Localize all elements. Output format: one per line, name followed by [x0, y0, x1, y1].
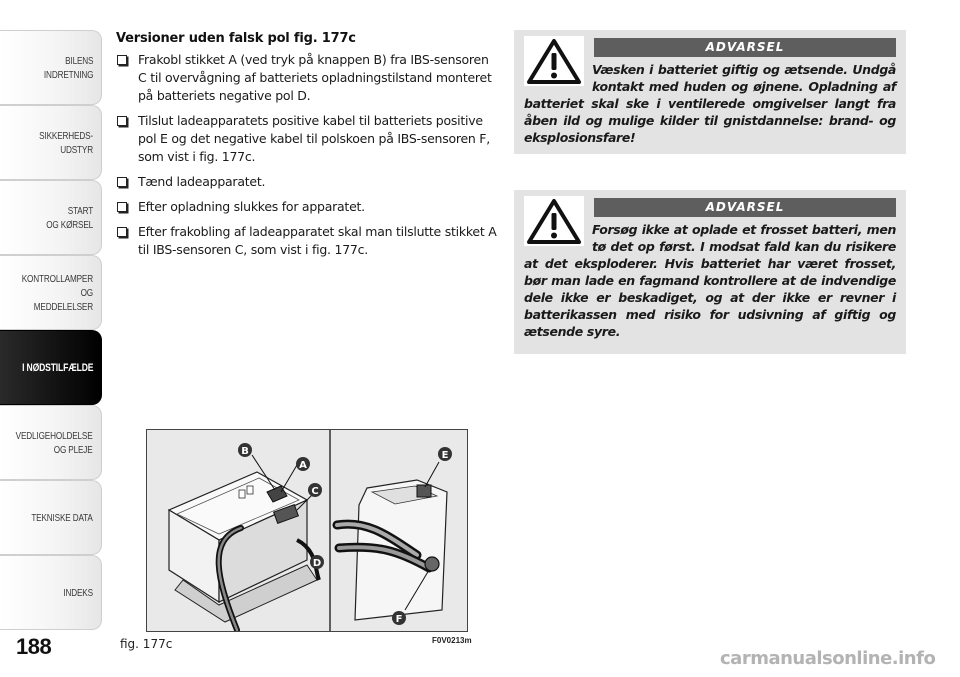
tab-indeks[interactable] — [0, 555, 102, 630]
warning-title: ADVARSEL — [594, 38, 896, 57]
callout-c — [308, 483, 322, 497]
page-number: 188 — [16, 634, 52, 659]
callout-a-label: A — [299, 460, 307, 471]
tab-label: I NØDSTILFÆLDE — [21, 361, 93, 374]
watermark: carmanualsonline.info — [720, 648, 936, 669]
warning-box — [514, 190, 906, 354]
callout-e-label: E — [441, 450, 449, 461]
figure-caption: fig. 177c — [120, 637, 173, 651]
warning-box — [514, 30, 906, 154]
instructions-section — [116, 30, 498, 259]
callout-f-label: F — [395, 614, 403, 625]
step-text: Efter opladning slukkes for apparatet. — [138, 199, 365, 214]
step-text: Efter frakobling af ladeapparatet skal man tilslutte stikket A til IBS-sensoren C, som vist i fig. 177c. — [138, 224, 497, 257]
figure-code: F0V0213m — [432, 636, 472, 645]
warning-triangle-icon — [524, 36, 584, 86]
tab-label: INDEKS — [63, 586, 93, 599]
step-item — [116, 51, 498, 105]
tab-label: SIKKERHEDS- UDSTYR — [39, 129, 93, 156]
checkbox-bullet-icon — [117, 55, 127, 65]
tab-label: VEDLIGEHOLDELSE OG PLEJE — [16, 429, 93, 456]
tab-bilens-indretning[interactable] — [0, 30, 102, 105]
tab-label: TEKNISKE DATA — [31, 511, 93, 524]
tab-tekniske-data[interactable] — [0, 480, 102, 555]
callout-d — [310, 555, 324, 569]
battery-figure — [146, 429, 468, 632]
step-text: Frakobl stikket A (ved tryk på knappen B) fra IBS-sensoren C til overvågning af batteriets opladningstilstand monteret på batteriets negative pol D. — [138, 52, 492, 103]
tab-label: BILENS INDRETNING — [43, 54, 93, 81]
tab-sikkerhedsudstyr[interactable] — [0, 105, 102, 180]
callout-a — [296, 457, 310, 471]
warning-text: Forsøg ikke at oplade et frosset batteri, men tø det op først. I modsat fald kan du risikere at det eksploderer. Hvis batteriet har været frosset, bør man lade en fagmand kontrollere at de indvendige dele ikke er beskadiget, og at der ikke er revner i batterikassen med risiko for udsivning af giftig og ætsende syre. — [524, 222, 896, 339]
callout-e — [438, 447, 452, 461]
tab-kontrollamper[interactable] — [0, 255, 102, 330]
warning-text: Væsken i batteriet giftig og ætsende. Undgå kontakt med huden og øjnene. Opladning af batteriet skal ske i ventilerede omgivelser langt fra åben ild og mulige kilder til gnistdannelse: brand- og eksplosionsfare! — [524, 62, 896, 145]
checkbox-bullet-icon — [117, 177, 127, 187]
callout-f — [392, 611, 406, 625]
warning-triangle-icon — [524, 196, 584, 246]
step-item — [116, 198, 498, 216]
tab-label: START OG KØRSEL — [46, 204, 93, 231]
step-item — [116, 173, 498, 191]
checkbox-bullet-icon — [117, 202, 127, 212]
tab-label: KONTROLLAMPER OG MEDDELELSER — [21, 272, 93, 313]
battery-illustration — [147, 430, 468, 632]
section-heading: Versioner uden falsk pol fig. 177c — [116, 31, 356, 46]
checkbox-bullet-icon — [117, 227, 127, 237]
step-item — [116, 223, 498, 259]
step-text: Tænd ladeapparatet. — [138, 174, 266, 189]
callout-c-label: C — [311, 486, 319, 497]
callout-b — [238, 443, 252, 457]
tab-i-nodstilfaelde[interactable] — [0, 330, 102, 405]
warning-title: ADVARSEL — [594, 198, 896, 217]
callout-d-label: D — [312, 558, 322, 569]
step-text: Tilslut ladeapparatets positive kabel til batteriets positive pol E og det negative kabel til polskoen på IBS-sensoren F, som vist i fig. 177c. — [138, 113, 490, 164]
tab-vedligeholdelse[interactable] — [0, 405, 102, 480]
tab-start-og-korsel[interactable] — [0, 180, 102, 255]
callout-b-label: B — [241, 446, 249, 457]
checkbox-bullet-icon — [117, 116, 127, 126]
step-item — [116, 112, 498, 166]
chapter-tabs — [0, 30, 102, 630]
